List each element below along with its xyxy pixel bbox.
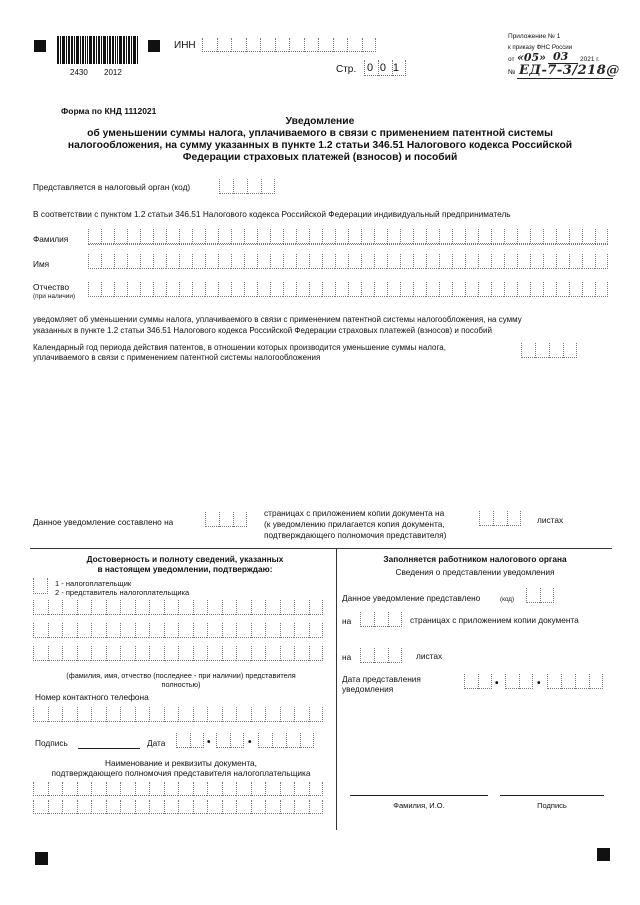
surname-cells-row2[interactable]: [88, 244, 608, 245]
submission-date-dot-2: •: [537, 678, 541, 689]
patronymic-label: Отчество: [33, 282, 70, 292]
tax-authority-code-cells[interactable]: [219, 179, 275, 194]
composed-on-label: Данное уведомление составлено на: [33, 517, 174, 527]
representative-fio-row1[interactable]: [33, 600, 323, 615]
name-label: Имя: [33, 259, 50, 269]
document-heading-line2: подтверждающего полномочия представителя налогоплательщика: [51, 768, 311, 778]
fio-note-line1: (фамилия, имя, отчество (последнее - при наличии) представителя: [66, 671, 296, 680]
representative-fio-row3[interactable]: [33, 646, 323, 661]
notify-text-line2: указанных в пункте 1.2 статьи 346.51 Налогового кодекса Российской Федерации страховых платежей (взносов) и пособий: [33, 326, 492, 335]
tax-authority-label: Представляется в налоговый орган (код): [33, 182, 191, 192]
right-sheets-label: листах: [416, 651, 443, 661]
name-cells[interactable]: [88, 254, 608, 269]
notify-text-line1: уведомляет об уменьшении суммы налога, уплачиваемого в связи с применением патентной системы налогообложения, на сумму: [33, 315, 522, 324]
right-pages-with-copy: страницах с приложением копии документа: [410, 615, 579, 625]
phone-cells[interactable]: [33, 707, 323, 722]
section-divider: [30, 548, 612, 549]
submission-year-cells[interactable]: [547, 674, 603, 689]
date-month-cells[interactable]: [216, 733, 244, 748]
right-sheets-cells[interactable]: [360, 648, 402, 663]
date-dot-2: •: [248, 737, 252, 748]
employee-signature-caption: Подпись: [537, 801, 567, 810]
corner-marker-top-mid: [148, 40, 160, 52]
date-year-cells[interactable]: [258, 733, 314, 748]
submission-date-dot-1: •: [495, 678, 499, 689]
surname-cells[interactable]: [88, 229, 608, 244]
page-number: 001: [367, 62, 406, 74]
annex-number-prefix: №: [508, 69, 516, 76]
right-heading: Заполняется работником налогового органа: [383, 554, 567, 564]
representative-fio-row2[interactable]: [33, 623, 323, 638]
pages-with-copy-line3: подтверждающего полномочия представителя): [264, 530, 447, 540]
pages-with-copy-line1: страницах с приложением копии документа на: [264, 508, 445, 518]
intro-text: В соответствии с пунктом 1.2 статьи 346.51 Налогового кодекса Российской Федерации индивидуальный предприниматель: [33, 209, 511, 219]
surname-label: Фамилия: [33, 234, 69, 244]
corner-marker-bottom-left: [35, 852, 48, 865]
submitted-code-note: (код): [500, 596, 515, 603]
right-subheading: Сведения о представлении уведомления: [395, 567, 555, 577]
annex-line1: Приложение № 1: [508, 33, 561, 40]
date-label: Дата: [147, 738, 166, 748]
employee-signature-line[interactable]: [500, 795, 604, 796]
document-row2[interactable]: [33, 800, 323, 814]
annex-number-line: [517, 78, 613, 79]
annex-year: 2021 г.: [580, 56, 600, 63]
submitted-label: Данное уведомление представлено: [342, 593, 481, 603]
patronymic-note: (при наличии): [33, 293, 76, 300]
year-text-line1: Календарный год периода действия патентов, в отношении которых производится уменьшение суммы налога,: [33, 343, 446, 352]
document-row1[interactable]: [33, 782, 323, 796]
barcode: [57, 36, 139, 64]
form-knd: Форма по КНД 1112021: [61, 106, 157, 116]
corner-marker-bottom-right: [597, 848, 610, 861]
inn-cells[interactable]: [202, 38, 376, 52]
left-heading-line1: Достоверность и полноту сведений, указанных: [86, 554, 284, 564]
option-taxpayer: 1 - налогоплательщик: [55, 579, 132, 588]
right-on-label-2: на: [342, 652, 352, 662]
pages-with-copy-line2: (к уведомлению прилагается копия документа,: [264, 519, 445, 529]
year-text-line2: уплачиваемого в связи с применением патентной системы налогообложения: [33, 353, 321, 362]
page-label: Стр.: [336, 64, 357, 75]
form-subtitle-line1: об уменьшении суммы налога, уплачиваемого в связи с применением патентной системы: [87, 128, 553, 139]
annex-day: «05»: [517, 51, 547, 64]
submitted-code-cells[interactable]: [526, 588, 554, 603]
calendar-year-cells[interactable]: [521, 343, 577, 358]
signature-label: Подпись: [35, 738, 68, 748]
signature-line[interactable]: [78, 748, 140, 749]
right-pages-cells[interactable]: [360, 612, 402, 627]
patronymic-cells[interactable]: [88, 282, 608, 297]
inn-label: ИНН: [174, 40, 196, 51]
form-subtitle-line3: Федерации страховых платежей (взносов) и пособий: [182, 152, 458, 163]
signer-type-cell[interactable]: [33, 578, 48, 594]
employee-fio-line[interactable]: [350, 795, 488, 796]
column-divider: [336, 548, 337, 830]
barcode-number-2: 2012: [104, 68, 122, 77]
annex-date-prefix: от: [508, 56, 515, 63]
date-day-cells[interactable]: [176, 733, 204, 748]
composed-pages-cells[interactable]: [205, 512, 247, 527]
fio-note-line2: полностью): [161, 680, 201, 689]
employee-fio-caption: Фамилия, И.О.: [393, 801, 445, 810]
annex-month: 03: [553, 50, 569, 63]
annex-number: ЕД-7-3/218@: [519, 63, 620, 78]
form-title: Уведомление: [285, 116, 355, 127]
annex-line2: к приказу ФНС России: [508, 44, 573, 51]
submission-day-cells[interactable]: [464, 674, 492, 689]
date-dot-1: •: [207, 737, 211, 748]
submission-month-cells[interactable]: [505, 674, 533, 689]
form-subtitle-line2: налогообложения, на сумму указанных в пункте 1.2 статьи 346.51 Налогового кодекса Российской: [67, 140, 573, 151]
copy-sheets-cells[interactable]: [479, 511, 521, 526]
corner-marker-top-left: [34, 40, 46, 52]
submission-date-label-line1: Дата представления: [342, 674, 421, 684]
sheets-label: листах: [537, 515, 564, 525]
left-heading-line2: в настоящем уведомлении, подтверждаю:: [97, 564, 273, 574]
document-heading-line1: Наименование и реквизиты документа,: [105, 758, 257, 768]
phone-label: Номер контактного телефона: [35, 692, 149, 702]
submission-date-label-line2: уведомления: [342, 684, 394, 694]
option-representative: 2 - представитель налогоплательщика: [55, 588, 190, 597]
barcode-number-1: 2430: [70, 68, 88, 77]
right-on-label: на: [342, 616, 352, 626]
